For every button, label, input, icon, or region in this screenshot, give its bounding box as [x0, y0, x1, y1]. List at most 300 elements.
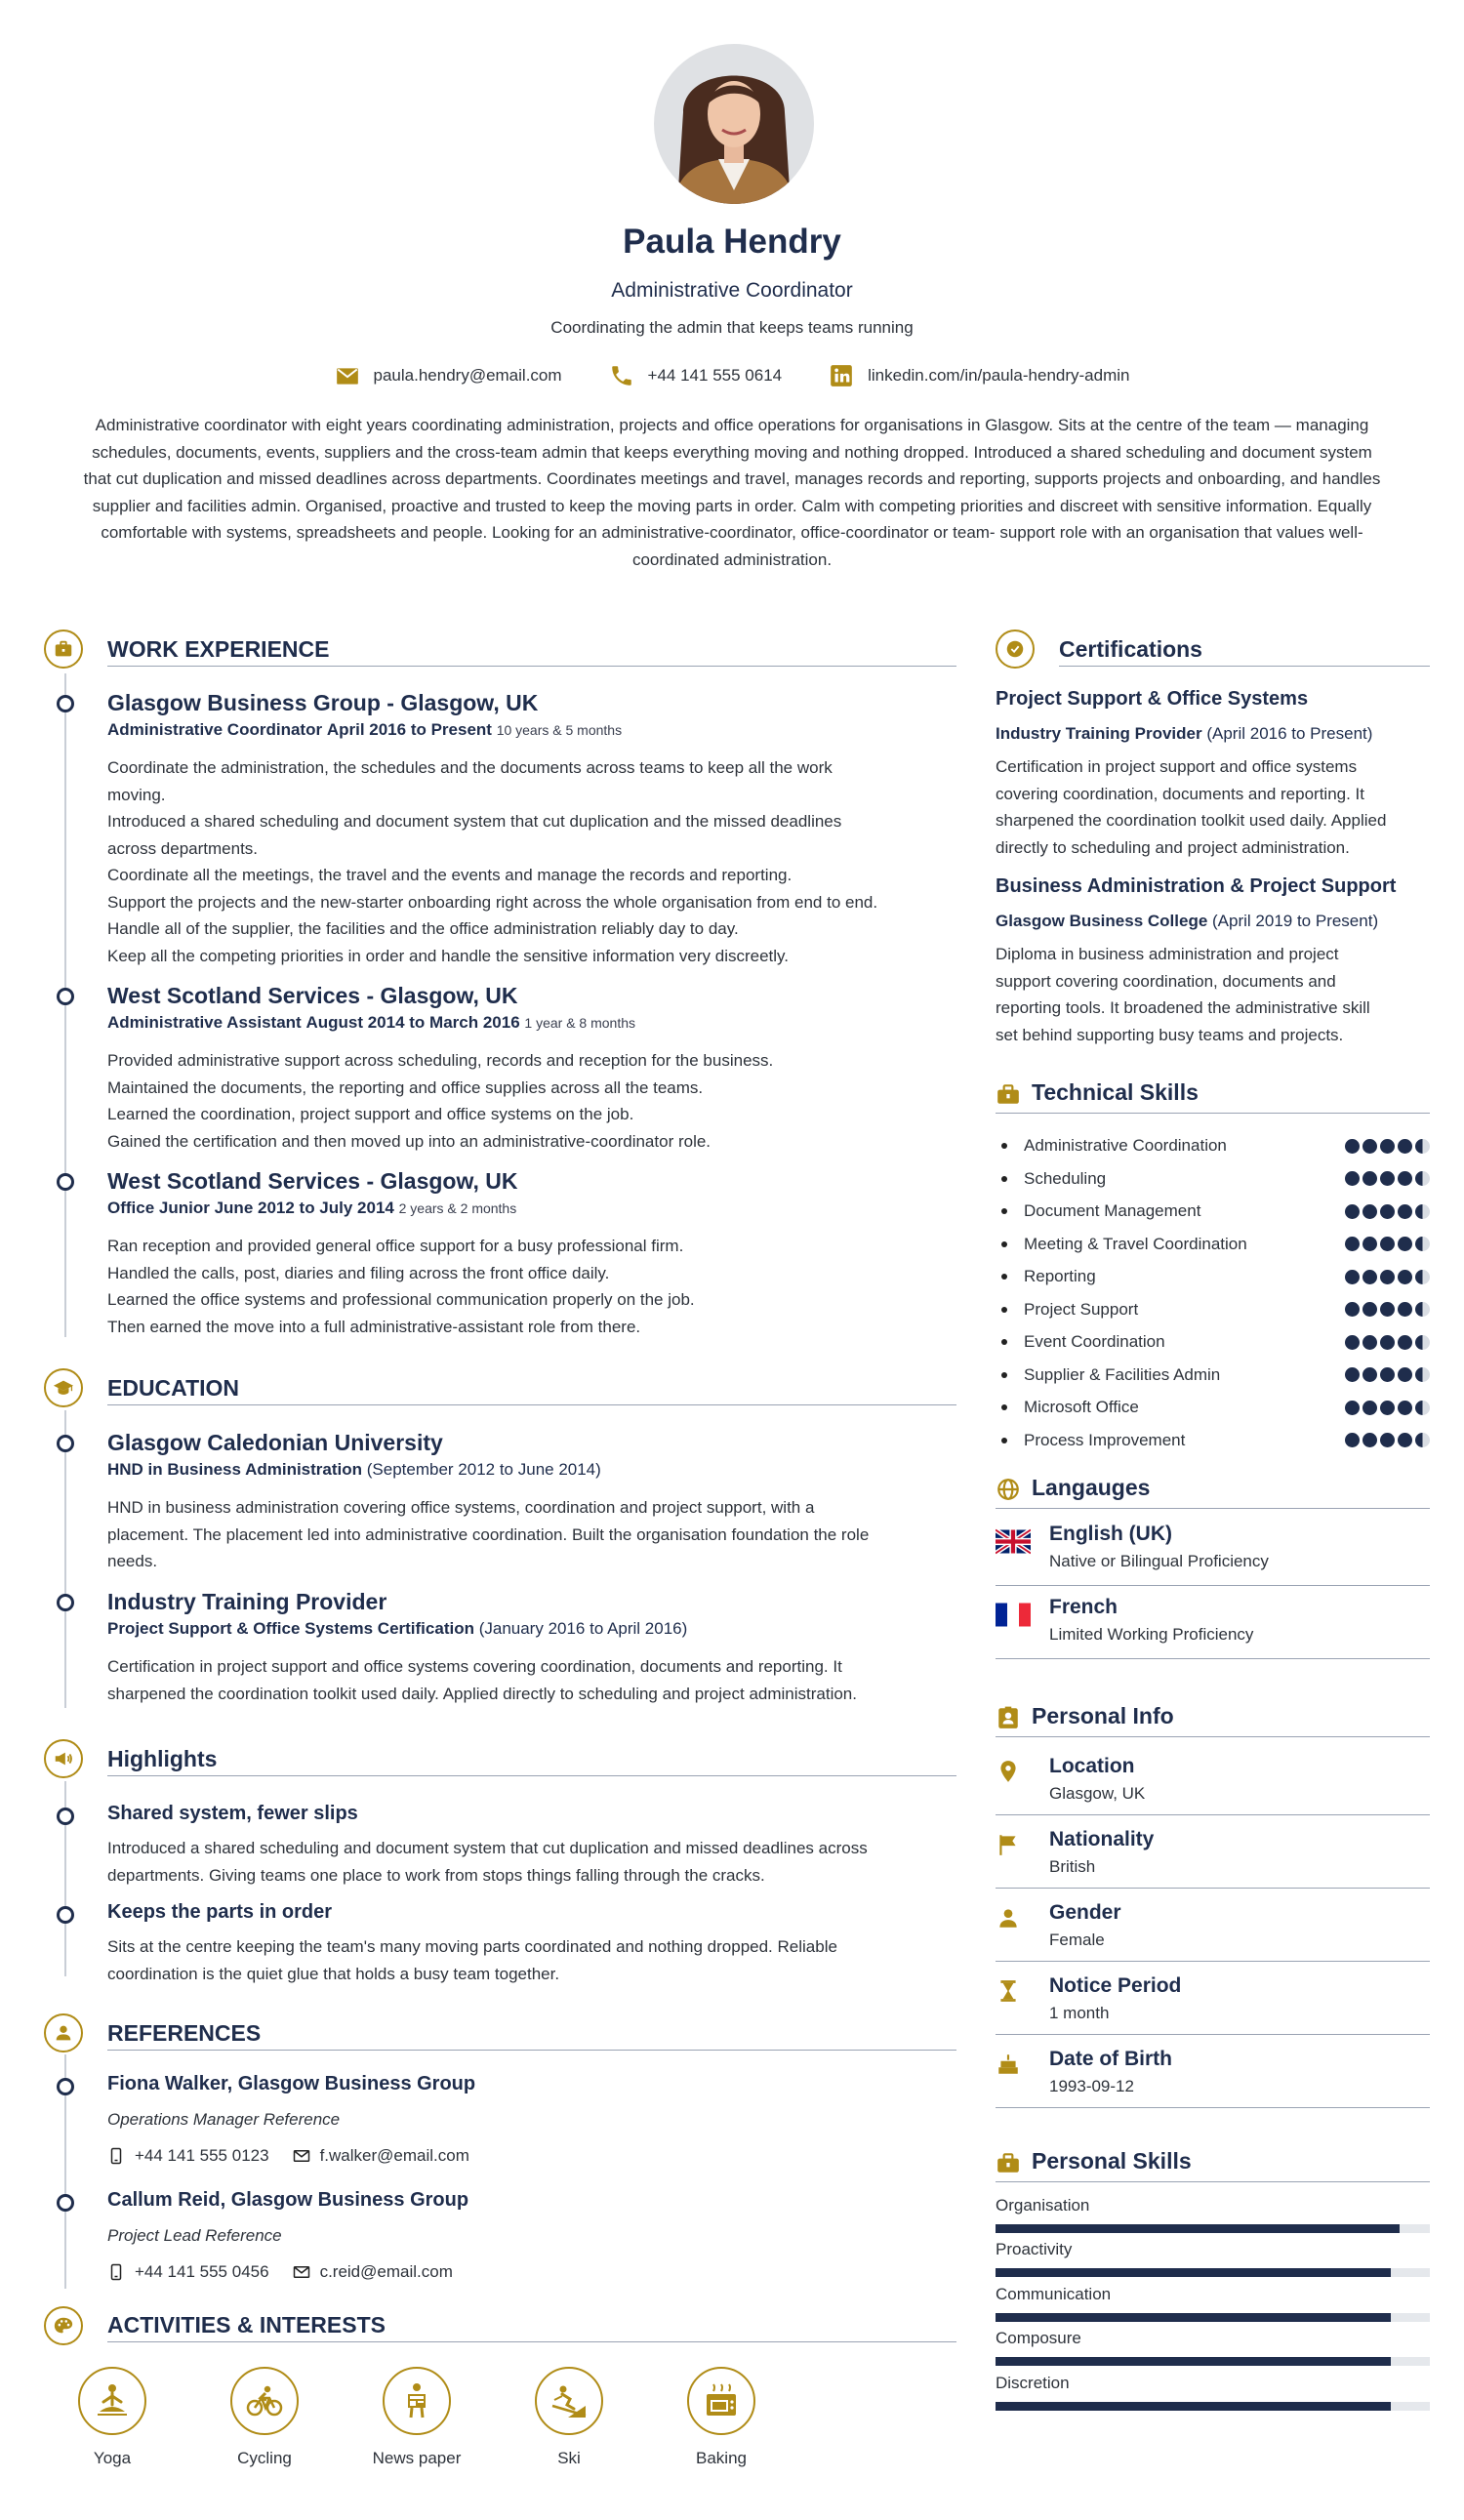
- newspaper-icon: [396, 2380, 437, 2421]
- profile-photo: [654, 44, 814, 204]
- linkedin-icon: [829, 363, 854, 388]
- bullet: [1001, 1404, 1007, 1410]
- certification-dates: (April 2019 to Present): [1212, 912, 1379, 930]
- reference-email-text[interactable]: f.walker@email.com: [319, 2146, 469, 2165]
- skill-rating: [1345, 1204, 1430, 1219]
- description-line: placement. The placement led into administrative coordination. Built the organisation foundation the role: [107, 1524, 870, 1544]
- rating-dot: [1345, 1171, 1360, 1186]
- personal-skill-name: Communication: [996, 2285, 1112, 2303]
- toolbox-icon: [996, 2150, 1021, 2175]
- summary-paragraph: [78, 412, 1386, 573]
- description-line: Ran reception and provided general office support for a busy professional firm.: [107, 1237, 684, 1255]
- rating-dot: [1380, 1367, 1395, 1382]
- bullet: [1001, 1307, 1007, 1313]
- skill-rating: [1345, 1139, 1430, 1154]
- highlights-section-rule: [107, 1775, 956, 1776]
- education-entry-dates: (January 2016 to April 2016): [478, 1619, 688, 1638]
- ski-icon: [549, 2380, 590, 2421]
- phone-icon: [609, 363, 634, 388]
- highlight-description: [107, 1933, 947, 1987]
- candidate-tagline: Coordinating the admin that keeps teams running: [550, 318, 914, 337]
- reference-email[interactable]: [293, 2262, 453, 2282]
- bullet: [1001, 1372, 1007, 1378]
- skill-name: Event Coordination: [1024, 1332, 1165, 1351]
- skill-name: Microsoft Office: [1024, 1398, 1139, 1416]
- megaphone-icon: [53, 1748, 74, 1769]
- languages-title: Langauges: [1032, 1475, 1151, 1500]
- activity-icon-circle: [78, 2367, 146, 2435]
- skill-rating: [1345, 1171, 1430, 1186]
- rating-dot: [1345, 1237, 1360, 1251]
- description-line: Handled the calls, post, diaries and filing across the front office daily.: [107, 1263, 610, 1282]
- activity-item: [78, 2367, 146, 2468]
- description-line: Maintained the documents, the reporting and office supplies across all the teams.: [107, 1077, 704, 1097]
- certification-issuer-line: [996, 724, 1372, 744]
- flag-icon: [996, 1832, 1021, 1857]
- rating-dot: [1398, 1171, 1412, 1186]
- description-line: Support the projects and the new-starter onboarding right across the whole organisation from end to end.: [107, 892, 878, 912]
- education-entry-degree: Project Support & Office Systems Certification: [107, 1619, 474, 1638]
- personal-skill-fill: [996, 2402, 1391, 2411]
- rating-dot: [1345, 1270, 1360, 1284]
- personal-info-label: Notice Period: [1049, 1974, 1182, 1997]
- skill-rating: [1345, 1302, 1430, 1317]
- description-line: Coordinate the administration, the schedules and the documents across teams to keep all the work: [107, 758, 833, 777]
- work-entry-description: [107, 1233, 947, 1340]
- description-line: reporting tools. It broadened the administrative skill: [996, 998, 1370, 1017]
- rating-dot: [1380, 1433, 1395, 1447]
- language-level: Limited Working Proficiency: [1049, 1625, 1254, 1644]
- work-entry-duration: 1 year & 8 months: [524, 1015, 636, 1031]
- skill-row: [996, 1228, 1430, 1261]
- mobile-phone-icon: [107, 2147, 125, 2165]
- personal-info-label: Nationality: [1049, 1828, 1155, 1850]
- reference-phone[interactable]: [107, 2262, 269, 2282]
- personal-info-value: Female: [1049, 1931, 1105, 1949]
- personal-skill-item: [996, 2329, 1430, 2348]
- reference-role: Project Lead Reference: [107, 2226, 282, 2245]
- rating-dot: [1380, 1237, 1395, 1251]
- rating-dot: [1380, 1204, 1395, 1219]
- email-icon: [335, 363, 360, 388]
- rating-dot: [1415, 1433, 1430, 1447]
- reference-phone[interactable]: [107, 2146, 269, 2166]
- certification-dates: (April 2016 to Present): [1206, 724, 1373, 743]
- highlights-section-title: Highlights: [107, 1746, 218, 1771]
- summary-line: and onboarding, and handles supplier and facilities admin. Organised, proactive and trusted to keep the moving parts in order. Calm with competing priorities and: [92, 469, 1381, 515]
- phone-text[interactable]: +44 141 555 0614: [647, 366, 783, 385]
- personal-info-value: Glasgow, UK: [1049, 1784, 1146, 1803]
- work-entry-dates: April 2016 to Present: [326, 720, 492, 739]
- personal-skill-bar: [996, 2224, 1430, 2233]
- description-line: Certification in project support and office systems: [996, 757, 1358, 776]
- activity-item: [230, 2367, 299, 2468]
- rating-dot: [1380, 1335, 1395, 1350]
- rating-dot: [1415, 1171, 1430, 1186]
- rating-dot: [1345, 1139, 1360, 1154]
- certifications-section-title: Certifications: [1059, 636, 1202, 662]
- france-flag-icon: [996, 1602, 1031, 1628]
- summary-line: document system that cut duplication and missed deadlines across departments. Coordinates meetings and travel, manages records and reporting, supports projects: [83, 442, 1372, 488]
- education-entry-dates: (September 2012 to June 2014): [366, 1460, 601, 1479]
- work-entry-description: [107, 1047, 947, 1155]
- rating-dot: [1415, 1139, 1430, 1154]
- skill-name: Scheduling: [1024, 1168, 1107, 1188]
- activity-item: [535, 2367, 603, 2468]
- personal-info-divider: [996, 1814, 1430, 1815]
- person-icon: [996, 1905, 1021, 1931]
- activity-label: News paper: [372, 2449, 462, 2467]
- skill-row: [996, 1391, 1430, 1424]
- highlight-title: Shared system, fewer slips: [107, 1803, 358, 1824]
- timeline-dot: [57, 1435, 74, 1452]
- references-section-title: REFERENCES: [107, 2020, 262, 2046]
- rating-dot: [1415, 1335, 1430, 1350]
- rating-dot: [1398, 1204, 1412, 1219]
- certification-description: [996, 753, 1425, 861]
- toolbox-icon: [996, 1081, 1021, 1107]
- personal-info-divider: [996, 2034, 1430, 2035]
- globe-icon: [996, 1477, 1021, 1502]
- education-section-rule: [107, 1404, 956, 1405]
- activity-item: [687, 2367, 755, 2468]
- rating-dot: [1398, 1139, 1412, 1154]
- education-entry-subtitle: [107, 1460, 601, 1480]
- education-entry-description: [107, 1494, 947, 1575]
- phone-contact[interactable]: [609, 363, 783, 388]
- timeline-dot: [57, 2194, 74, 2212]
- highlight-title: Keeps the parts in order: [107, 1901, 333, 1923]
- personal-skill-item: [996, 2240, 1430, 2259]
- description-line: Diploma in business administration and project: [996, 945, 1339, 963]
- activity-label: Yoga: [93, 2449, 132, 2467]
- rating-dot: [1362, 1270, 1377, 1284]
- contact-bar: [0, 363, 1464, 388]
- description-line: Provided administrative support across scheduling, records and reception for the business.: [107, 1051, 774, 1070]
- graduation-cap-icon: [53, 1377, 74, 1399]
- envelope-icon: [293, 2263, 310, 2281]
- skill-name: Process Improvement: [1024, 1430, 1186, 1449]
- cake-icon: [996, 2052, 1021, 2077]
- highlights-section-icon: [44, 1739, 83, 1778]
- certification-title: Project Support & Office Systems: [996, 688, 1309, 710]
- description-line: Introduced a shared scheduling and document system that cut duplication and missed deadlines across: [107, 1839, 868, 1857]
- activity-label: Cycling: [237, 2449, 292, 2467]
- work-entry-duration: 2 years & 2 months: [398, 1200, 517, 1216]
- summary-line: Administrative coordinator with eight years coordinating administration, projects and office operations for organisations in Glasgow. Sits at the centre of the team —: [95, 416, 1291, 434]
- rating-dot: [1398, 1302, 1412, 1317]
- summary-line: managing schedules, documents, events, suppliers and the cross-team admin that keeps everything moving and nothing dropped. Introduced a shared scheduling and: [92, 416, 1369, 462]
- description-line: Certification in project support and office systems covering coordination, documents and reporting. It: [107, 1657, 842, 1676]
- work-entry-position: Administrative Assistant: [107, 1013, 302, 1032]
- rating-dot: [1362, 1335, 1377, 1350]
- personal-info-title: Personal Info: [1032, 1703, 1174, 1728]
- description-line: coordination is the quiet glue that holds a busy team together.: [107, 1964, 560, 1983]
- envelope-icon: [293, 2147, 310, 2165]
- skill-name: Meeting & Travel Coordination: [1024, 1234, 1247, 1253]
- bullet: [1001, 1143, 1007, 1149]
- skill-row: [996, 1195, 1430, 1228]
- work-entry-dates: August 2014 to March 2016: [305, 1013, 520, 1032]
- work-entry-subtitle: [107, 720, 622, 740]
- language-name: French: [1049, 1596, 1118, 1618]
- rating-dot: [1415, 1401, 1430, 1415]
- description-line: Learned the office systems and professional communication properly on the job.: [107, 1290, 695, 1309]
- summary-line: discreet with sensitive information. Equally comfortable with systems, spreadsheets and people. Looking for an administrative-coordinator, office-coordinator or team-: [101, 496, 1372, 542]
- skill-name: Document Management: [1024, 1201, 1201, 1220]
- work-entry-subtitle: [107, 1013, 635, 1033]
- work-entry-title: West Scotland Services - Glasgow, UK: [107, 1168, 518, 1194]
- reference-phone-text[interactable]: +44 141 555 0456: [135, 2262, 269, 2281]
- rating-dot: [1345, 1401, 1360, 1415]
- reference-email-text[interactable]: c.reid@email.com: [319, 2262, 453, 2281]
- personal-info-value: British: [1049, 1857, 1096, 1876]
- skill-row: [996, 1260, 1430, 1293]
- activity-label: Baking: [696, 2449, 747, 2467]
- description-line: Handle all of the supplier, the facilities and the office administration reliably day to day.: [107, 919, 739, 938]
- description-line: Keep all the competing priorities in order and handle the sensitive information very discreetly.: [107, 946, 789, 965]
- location-pin-icon: [996, 1759, 1021, 1784]
- reference-phone-text[interactable]: +44 141 555 0123: [135, 2146, 269, 2165]
- work-entry-duration: 10 years & 5 months: [496, 722, 623, 738]
- personal-info-label: Location: [1049, 1755, 1135, 1777]
- description-line: Then earned the move into a full administrative-assistant role from there.: [107, 1317, 641, 1336]
- description-line: set behind supporting busy teams and projects.: [996, 1025, 1344, 1044]
- hourglass-icon: [996, 1978, 1021, 2004]
- skill-name: Administrative Coordination: [1024, 1136, 1227, 1155]
- description-line: covering coordination, documents and reporting. It: [996, 784, 1365, 803]
- description-line: sharpened the coordination toolkit used daily. Applied directly to scheduling and project administration.: [107, 1684, 857, 1703]
- activity-icon-circle: [230, 2367, 299, 2435]
- rating-dot: [1345, 1335, 1360, 1350]
- rating-dot: [1380, 1401, 1395, 1415]
- personal-skill-name: Discretion: [996, 2374, 1070, 2392]
- activity-item: [372, 2367, 462, 2468]
- personal-skills-title: Personal Skills: [1032, 2148, 1192, 2174]
- palette-icon: [53, 2315, 74, 2337]
- personal-skill-fill: [996, 2224, 1400, 2233]
- work-entry-dates: June 2012 to July 2014: [214, 1199, 394, 1217]
- skill-name: Project Support: [1024, 1299, 1139, 1319]
- personal-info-rule: [996, 1736, 1430, 1737]
- activity-icon-circle: [535, 2367, 603, 2435]
- reference-contact: [107, 2146, 469, 2166]
- rating-dot: [1380, 1171, 1395, 1186]
- rating-dot: [1398, 1237, 1412, 1251]
- certifications-section-rule: [1059, 666, 1430, 667]
- description-line: needs.: [107, 1552, 158, 1570]
- skill-rating: [1345, 1433, 1430, 1447]
- skill-rating: [1345, 1237, 1430, 1251]
- rating-dot: [1362, 1139, 1377, 1154]
- certification-description: [996, 941, 1425, 1048]
- rating-dot: [1415, 1237, 1430, 1251]
- person-icon: [53, 2022, 74, 2044]
- bullet: [1001, 1241, 1007, 1247]
- skill-name: Reporting: [1024, 1267, 1096, 1285]
- work-timeline: [64, 673, 66, 1337]
- rating-dot: [1380, 1139, 1395, 1154]
- work-section-icon: [44, 630, 83, 669]
- skill-name: Supplier & Facilities Admin: [1024, 1364, 1221, 1384]
- personal-skill-fill: [996, 2268, 1391, 2277]
- work-entry-title: West Scotland Services - Glasgow, UK: [107, 983, 518, 1008]
- education-entry-description: [107, 1653, 947, 1707]
- skill-row: [996, 1325, 1430, 1359]
- certificate-badge-icon: [1004, 638, 1026, 660]
- rating-dot: [1398, 1367, 1412, 1382]
- bullet: [1001, 1274, 1007, 1280]
- rating-dot: [1345, 1433, 1360, 1447]
- description-line: Sits at the centre keeping the team's many moving parts coordinated and nothing dropped. Reliable: [107, 1937, 837, 1956]
- timeline-dot: [57, 1808, 74, 1825]
- email-contact[interactable]: [335, 363, 562, 388]
- timeline-dot: [57, 2078, 74, 2095]
- skill-row: [996, 1293, 1430, 1326]
- skill-row: [996, 1162, 1430, 1196]
- activities-list: [78, 2367, 755, 2468]
- bullet: [1001, 1438, 1007, 1443]
- personal-skill-bar: [996, 2313, 1430, 2322]
- description-line: moving.: [107, 785, 166, 804]
- certification-issuer: Glasgow Business College: [996, 912, 1208, 930]
- description-line: Introduced a shared scheduling and document system that cut duplication and the missed deadlines: [107, 812, 842, 831]
- skill-row: [996, 1129, 1430, 1162]
- highlight-description: [107, 1835, 947, 1889]
- reference-role: Operations Manager Reference: [107, 2110, 341, 2129]
- description-line: Learned the coordination, project support and office systems on the job.: [107, 1105, 634, 1123]
- work-section-rule: [107, 666, 956, 667]
- language-divider: [996, 1585, 1430, 1586]
- baking-icon: [701, 2380, 742, 2421]
- skill-row: [996, 1359, 1430, 1392]
- description-line: support covering coordination, documents and: [996, 971, 1336, 991]
- skill-rating: [1345, 1335, 1430, 1350]
- linkedin-contact[interactable]: [829, 363, 1129, 388]
- description-line: departments. Giving teams one place to work from stops things falling through the cracks.: [107, 1865, 765, 1885]
- activities-section-title: ACTIVITIES & INTERESTS: [107, 2312, 386, 2337]
- cycling-icon: [244, 2380, 285, 2421]
- work-entry-title: Glasgow Business Group - Glasgow, UK: [107, 690, 539, 715]
- bullet: [1001, 1339, 1007, 1345]
- timeline-dot: [57, 1173, 74, 1191]
- bullet: [1001, 1176, 1007, 1182]
- language-divider: [996, 1658, 1430, 1659]
- personal-skill-item: [996, 2196, 1430, 2215]
- personal-skill-item: [996, 2374, 1430, 2393]
- personal-skill-name: Composure: [996, 2329, 1081, 2347]
- activities-section-icon: [44, 2306, 83, 2345]
- email-text[interactable]: paula.hendry@email.com: [373, 366, 562, 385]
- rating-dot: [1362, 1401, 1377, 1415]
- activity-label: Ski: [557, 2449, 581, 2467]
- language-level: Native or Bilingual Proficiency: [1049, 1552, 1269, 1570]
- personal-info-value: 1 month: [1049, 2004, 1110, 2022]
- education-section-icon: [44, 1368, 83, 1407]
- rating-dot: [1345, 1302, 1360, 1317]
- briefcase-icon: [53, 638, 74, 660]
- rating-dot: [1398, 1401, 1412, 1415]
- id-badge-icon: [996, 1705, 1021, 1730]
- reference-contact: [107, 2262, 453, 2282]
- work-section-title: WORK EXPERIENCE: [107, 636, 330, 662]
- rating-dot: [1345, 1204, 1360, 1219]
- rating-dot: [1362, 1237, 1377, 1251]
- skill-rating: [1345, 1270, 1430, 1284]
- education-entry-subtitle: [107, 1619, 687, 1639]
- certifications-section-icon: [996, 630, 1035, 669]
- education-entry-title: Glasgow Caledonian University: [107, 1430, 443, 1455]
- certification-issuer-line: [996, 912, 1378, 931]
- personal-skill-name: Proactivity: [996, 2240, 1073, 2258]
- education-entry-title: Industry Training Provider: [107, 1589, 387, 1614]
- activity-icon-circle: [383, 2367, 451, 2435]
- personal-skill-bar: [996, 2357, 1430, 2366]
- linkedin-text[interactable]: linkedin.com/in/paula-hendry-admin: [868, 366, 1130, 385]
- description-line: directly to scheduling and project administration.: [996, 837, 1350, 857]
- work-entry-position: Office Junior: [107, 1199, 210, 1217]
- languages-rule: [996, 1508, 1430, 1509]
- description-line: across departments.: [107, 838, 259, 858]
- timeline-dot: [57, 1906, 74, 1924]
- rating-dot: [1362, 1433, 1377, 1447]
- references-section-icon: [44, 2013, 83, 2053]
- references-section-rule: [107, 2050, 956, 2051]
- bullet: [1001, 1208, 1007, 1214]
- personal-info-label: Gender: [1049, 1901, 1121, 1924]
- summary-line: support role with an organisation that values well-coordinated administration.: [631, 523, 1363, 569]
- rating-dot: [1362, 1302, 1377, 1317]
- mobile-phone-icon: [107, 2263, 125, 2281]
- reference-name: Fiona Walker, Glasgow Business Group: [107, 2073, 476, 2094]
- personal-skills-rule: [996, 2181, 1430, 2182]
- uk-flag-icon: [996, 1528, 1031, 1555]
- personal-info-divider: [996, 2107, 1430, 2108]
- certification-issuer: Industry Training Provider: [996, 724, 1202, 743]
- reference-name: Callum Reid, Glasgow Business Group: [107, 2189, 469, 2211]
- personal-skill-bar: [996, 2402, 1430, 2411]
- technical-skills-title: Technical Skills: [1032, 1079, 1199, 1105]
- work-entry-subtitle: [107, 1199, 516, 1218]
- rating-dot: [1415, 1367, 1430, 1382]
- personal-info-divider: [996, 1961, 1430, 1962]
- rating-dot: [1398, 1335, 1412, 1350]
- work-entry-description: [107, 754, 947, 969]
- rating-dot: [1398, 1433, 1412, 1447]
- description-line: HND in business administration covering office systems, coordination and project support, with a: [107, 1498, 815, 1517]
- rating-dot: [1380, 1302, 1395, 1317]
- work-entry-position: Administrative Coordinator: [107, 720, 323, 739]
- education-timeline: [64, 1410, 66, 1708]
- timeline-dot: [57, 1594, 74, 1611]
- timeline-dot: [57, 988, 74, 1005]
- rating-dot: [1415, 1270, 1430, 1284]
- technical-skills-rule: [996, 1113, 1430, 1114]
- rating-dot: [1345, 1367, 1360, 1382]
- description-line: Coordinate all the meetings, the travel and the events and manage the records and reporting.: [107, 866, 793, 884]
- rating-dot: [1380, 1270, 1395, 1284]
- activities-section-rule: [107, 2341, 956, 2342]
- rating-dot: [1415, 1302, 1430, 1317]
- description-line: sharpened the coordination toolkit used daily. Applied: [996, 811, 1387, 830]
- rating-dot: [1362, 1204, 1377, 1219]
- yoga-icon: [92, 2380, 133, 2421]
- rating-dot: [1415, 1204, 1430, 1219]
- reference-email[interactable]: [293, 2146, 469, 2166]
- personal-skill-name: Organisation: [996, 2196, 1090, 2215]
- candidate-role: Administrative Coordinator: [611, 279, 853, 302]
- personal-skill-item: [996, 2285, 1430, 2304]
